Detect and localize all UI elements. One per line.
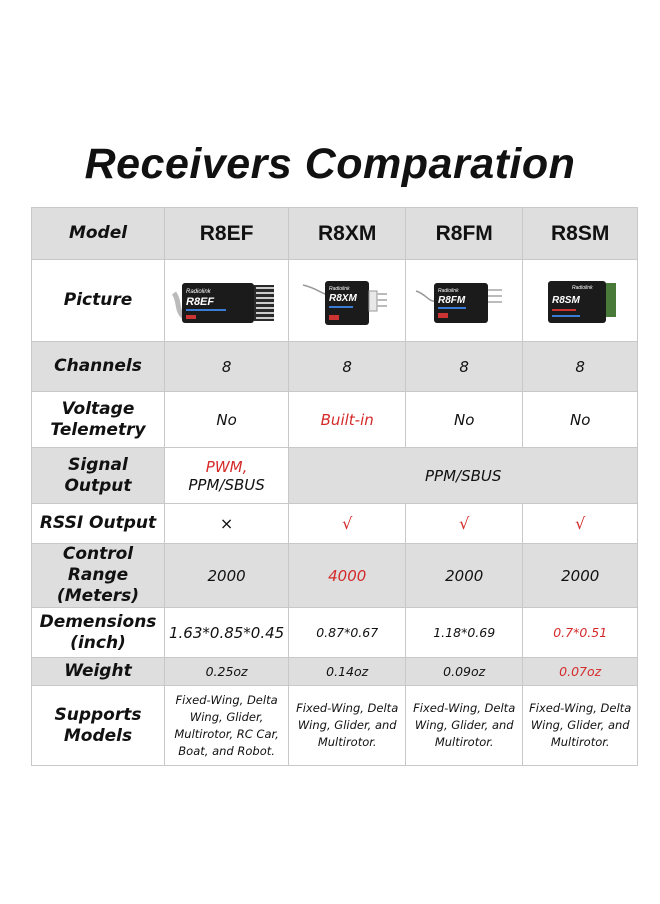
- page-title: Receivers Comparation: [84, 140, 576, 188]
- voltage-r8xm: Built-in: [289, 392, 406, 448]
- signal-others: PPM/SBUS: [289, 448, 638, 504]
- weight-r8xm: 0.14oz: [289, 658, 406, 686]
- picture-row: [32, 260, 638, 342]
- weight-label: Weight: [32, 658, 165, 686]
- model-label: Model: [32, 208, 165, 260]
- r8ef-label: R8EF: [185, 295, 214, 308]
- weight-r8ef: 0.25oz: [165, 658, 289, 686]
- channels-r8xm: 8: [289, 342, 406, 392]
- channels-row: [32, 342, 638, 392]
- dimensions-r8xm: 0.87*0.67: [289, 608, 406, 658]
- supports-r8ef: Fixed-Wing, Delta Wing, Glider, Multirotor, RC Car, Boat, and Robot.: [165, 686, 289, 766]
- channels-r8sm: 8: [523, 342, 638, 392]
- model-r8sm: R8SM: [523, 208, 638, 260]
- comparison-table: [31, 207, 638, 766]
- model-r8ef: R8EF: [165, 208, 289, 260]
- voltage-r8sm: No: [523, 392, 638, 448]
- signal-row: [32, 448, 638, 504]
- brand-text: Radiolink: [438, 287, 459, 294]
- signal-r8ef: PWM, PPM/SBUS: [165, 448, 289, 504]
- supports-r8fm: Fixed-Wing, Delta Wing, Glider, and Multirotor.: [406, 686, 523, 766]
- receiver-r8fm-image: [412, 273, 516, 329]
- dimensions-label: Demensions (inch): [32, 608, 165, 658]
- receiver-r8ef-image: [172, 273, 282, 329]
- dimensions-r8sm: 0.7*0.51: [523, 608, 638, 658]
- rssi-label: RSSI Output: [32, 504, 165, 544]
- rssi-r8sm: √: [523, 504, 638, 544]
- model-row: [32, 208, 638, 260]
- r8xm-label: R8XM: [329, 292, 357, 304]
- voltage-r8fm: No: [406, 392, 523, 448]
- brand-text: Radiolink: [329, 285, 350, 292]
- picture-r8ef: [165, 260, 289, 342]
- voltage-row: [32, 392, 638, 448]
- rssi-r8ef: ×: [165, 504, 289, 544]
- r8fm-label: R8FM: [438, 294, 466, 306]
- signal-label: Signal Output: [32, 448, 165, 504]
- model-r8xm: R8XM: [289, 208, 406, 260]
- rssi-r8fm: √: [406, 504, 523, 544]
- dimensions-r8fm: 1.18*0.69: [406, 608, 523, 658]
- weight-r8fm: 0.09oz: [406, 658, 523, 686]
- range-row: [32, 544, 638, 608]
- range-r8sm: 2000: [523, 544, 638, 608]
- supports-row: [32, 686, 638, 766]
- dimensions-row: [32, 608, 638, 658]
- weight-r8sm: 0.07oz: [523, 658, 638, 686]
- channels-r8ef: 8: [165, 342, 289, 392]
- range-r8ef: 2000: [165, 544, 289, 608]
- range-r8fm: 2000: [406, 544, 523, 608]
- picture-r8sm: [523, 260, 638, 342]
- picture-r8xm: [289, 260, 406, 342]
- supports-r8sm: Fixed-Wing, Delta Wing, Glider, and Multirotor.: [523, 686, 638, 766]
- supports-r8xm: Fixed-Wing, Delta Wing, Glider, and Multirotor.: [289, 686, 406, 766]
- rssi-r8xm: √: [289, 504, 406, 544]
- receiver-r8xm-image: [299, 273, 395, 329]
- picture-label: Picture: [32, 260, 165, 342]
- model-r8fm: R8FM: [406, 208, 523, 260]
- receiver-r8sm-image: [534, 271, 626, 331]
- range-r8xm: 4000: [289, 544, 406, 608]
- r8sm-label: R8SM: [552, 294, 580, 306]
- picture-r8fm: [406, 260, 523, 342]
- voltage-label: Voltage Telemetry: [32, 392, 165, 448]
- channels-r8fm: 8: [406, 342, 523, 392]
- supports-label: Supports Models: [32, 686, 165, 766]
- brand-text: Radiolink: [185, 288, 211, 295]
- dimensions-r8ef: 1.63*0.85*0.45: [165, 608, 289, 658]
- channels-label: Channels: [32, 342, 165, 392]
- range-label: Control Range (Meters): [32, 544, 165, 608]
- brand-text: Radiolink: [572, 284, 593, 291]
- rssi-row: [32, 504, 638, 544]
- weight-row: [32, 658, 638, 686]
- voltage-r8ef: No: [165, 392, 289, 448]
